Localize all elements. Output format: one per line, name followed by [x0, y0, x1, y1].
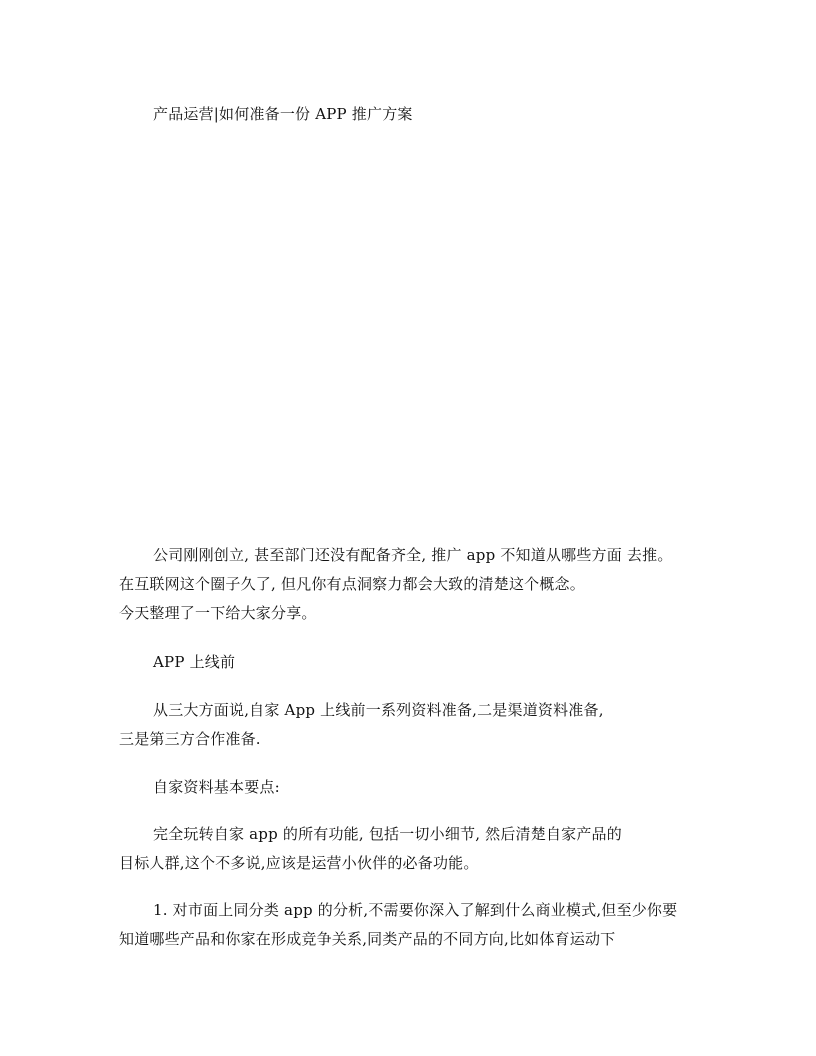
paragraph-line: 公司刚刚创立, 甚至部门还没有配备齐全, 推广 app 不知道从哪些方面 去推。	[153, 546, 673, 564]
paragraph-line: 自家资料基本要点:	[153, 778, 280, 796]
paragraph-line: 完全玩转自家 app 的所有功能, 包括一切小细节, 然后清楚自家产品的	[153, 825, 622, 843]
paragraph-line: 今天整理了一下给大家分享。	[119, 604, 317, 622]
document-title: 产品运营|如何准备一份 APP 推广方案	[153, 105, 413, 123]
paragraph-line: 在互联网这个圈子久了, 但凡你有点洞察力都会大致的清楚这个概念。	[119, 575, 585, 593]
section-heading-text: APP 上线前	[153, 653, 236, 671]
paragraph-line: 知道哪些产品和你家在形成竞争关系,同类产品的不同方向,比如体育运动下	[119, 930, 616, 948]
paragraph-line: 三是第三方合作准备.	[119, 730, 261, 748]
paragraph-line: 从三大方面说,自家 App 上线前一系列资料准备,二是渠道资料准备,	[153, 701, 604, 719]
paragraph-line: 1. 对市面上同分类 app 的分析,不需要你深入了解到什么商业模式,但至少你要	[153, 901, 678, 919]
paragraph-line: 目标人群,这个不多说,应该是运营小伙伴的必备功能。	[119, 854, 479, 872]
